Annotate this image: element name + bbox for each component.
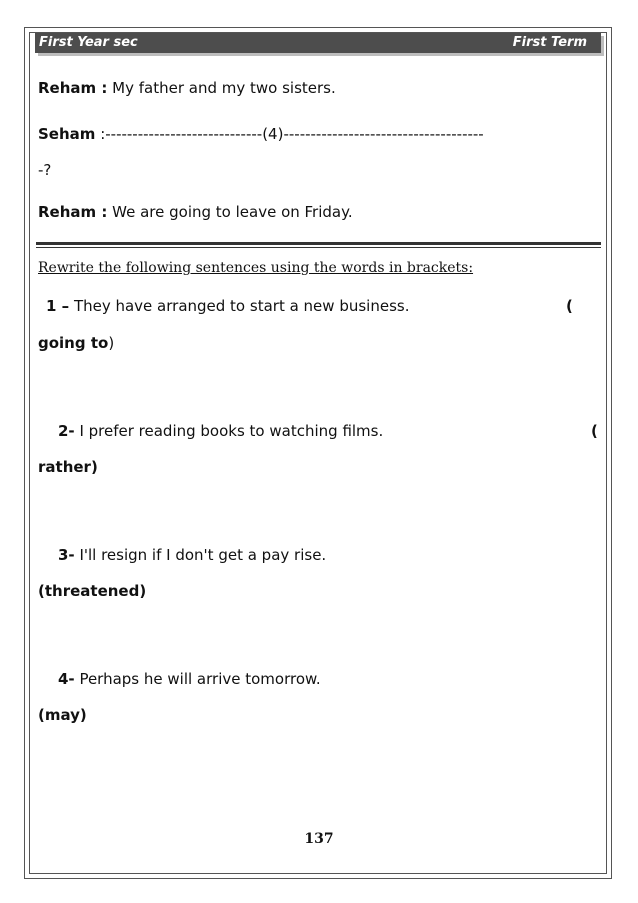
exercise-1: [46, 297, 409, 315]
exercise-3-cue: [38, 582, 146, 600]
cue-word: rather): [38, 458, 98, 476]
header-right-label: First Term: [512, 35, 587, 50]
section-divider-thick: [36, 242, 601, 245]
cue-word: (may): [38, 706, 87, 724]
exercise-number: 2-: [58, 422, 75, 440]
speaker-name: Reham :: [38, 203, 108, 221]
exercise-sentence: I'll resign if I don't get a pay rise.: [74, 546, 327, 564]
dialogue-line-1: [38, 79, 336, 97]
exercise-1-cue: [38, 334, 114, 352]
dialogue-text: We are going to leave on Friday.: [107, 203, 353, 221]
exercise-sentence: I prefer reading books to watching films.: [74, 422, 384, 440]
exercise-2: [58, 422, 383, 440]
cue-close-paren: ): [108, 334, 115, 352]
dialogue-text: My father and my two sisters.: [107, 79, 336, 97]
cue-word: going to: [38, 334, 109, 352]
dialogue-continuation: -?: [38, 161, 52, 179]
section-divider-thin: [36, 247, 601, 248]
exercise-3: [58, 546, 326, 564]
exercise-2-open-paren: (: [591, 422, 598, 440]
dialogue-blank: :-----------------------------(4)-------------------------------------: [95, 125, 484, 143]
exercise-1-open-paren: (: [566, 297, 573, 315]
exercise-2-cue: [38, 458, 98, 476]
dialogue-line-2: [38, 125, 484, 143]
cue-word: (threatened): [38, 582, 147, 600]
dialogue-line-3: [38, 203, 353, 221]
header-left-label: First Year sec: [39, 35, 138, 50]
exercise-number: 4-: [58, 670, 75, 688]
exercise-instruction: Rewrite the following sentences using the words in brackets:: [38, 260, 474, 276]
exercise-number: 3-: [58, 546, 75, 564]
exercise-sentence: Perhaps he will arrive tomorrow.: [74, 670, 321, 688]
speaker-name: Reham :: [38, 79, 108, 97]
page-header: [35, 33, 601, 53]
exercise-sentence: They have arranged to start a new business.: [69, 297, 410, 315]
exercise-4-cue: [38, 706, 87, 724]
page-number: 137: [304, 831, 334, 847]
page-border-inner: [29, 32, 607, 874]
speaker-name: Seham: [38, 125, 96, 143]
exercise-4: [58, 670, 321, 688]
exercise-number: 1 –: [46, 297, 70, 315]
